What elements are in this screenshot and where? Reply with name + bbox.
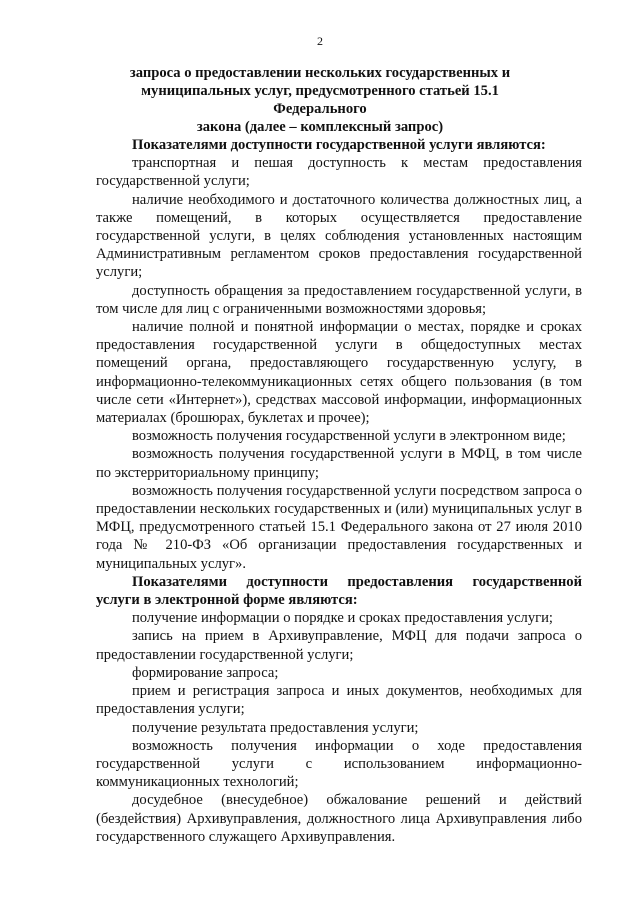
heading-line: муниципальных услуг, предусмотренного статьей 15.1 Федерального <box>141 83 499 117</box>
paragraph-heading: Показателями доступности государственной услуги являются: <box>132 137 546 153</box>
page-number: 2 <box>317 34 323 48</box>
paragraph: возможность получения информации о ходе предоставления государственной услуги с использованием информационно-коммуникационных технологий; <box>96 737 582 791</box>
paragraph: формирование запроса; <box>132 664 279 681</box>
paragraph-heading: Показателями доступности предоставления государственной услуги в электронной форме являются: <box>96 573 582 609</box>
paragraph: возможность получения государственной услуги в электронном виде; <box>132 428 566 445</box>
paragraph: запись на прием в Архивуправление, МФЦ для подачи запроса о предоставлении государственной услуги; <box>96 628 582 663</box>
paragraph: доступность обращения за предоставлением государственной услуги, в том числе для лиц с ограниченными возможностями здоровья; <box>96 282 582 317</box>
paragraph: прием и регистрация запроса и иных документов, необходимых для предоставления услуги; <box>96 683 582 718</box>
paragraph: транспортная и пешая доступность к местам предоставления государственной услуги; <box>96 155 582 190</box>
paragraph: получение результата предоставления услуги; <box>132 719 419 736</box>
paragraph: получение информации о порядке и сроках предоставления услуги; <box>132 610 553 627</box>
paragraph: наличие полной и понятной информации о местах, порядке и сроках предоставления государственной услуги в общедоступных местах помещений органа, предоставляющего государственную услугу, в информационно-телекоммуникационных сетях общего пользования (в том числе сети «Интернет»), средствах массовой информации, информационных материалах (брошюрах, буклетах и прочее); <box>96 319 582 427</box>
paragraph: досудебное (внесудебное) обжалование решений и действий (бездействия) Архивуправления, должностного лица Архивуправления либо государственного служащего Архивуправления. <box>96 792 582 845</box>
document-body <box>96 136 582 846</box>
paragraph: возможность получения государственной услуги посредством запроса о предоставлении нескольких государственных и (или) муниципальных услуг в МФЦ, предусмотренного статьей 15.1 Федерального закона от 27 июля 2010 года № 210-ФЗ «Об организации предоставления государственных и муниципальных услуг». <box>96 482 582 572</box>
paragraph: возможность получения государственной услуги в МФЦ, в том числе по экстерриториальному принципу; <box>96 446 582 481</box>
heading-line: закона (далее – комплексный запрос) <box>196 119 444 135</box>
section-heading <box>96 64 544 136</box>
paragraph: наличие необходимого и достаточного количества должностных лиц, а также помещений, в которых осуществляется предоставление государственной услуги, в целях соблюдения установленных настоящим Административным регламентом сроков предоставления государственной услуги; <box>96 191 582 281</box>
heading-line: запроса о предоставлении нескольких государственных и <box>129 65 511 81</box>
